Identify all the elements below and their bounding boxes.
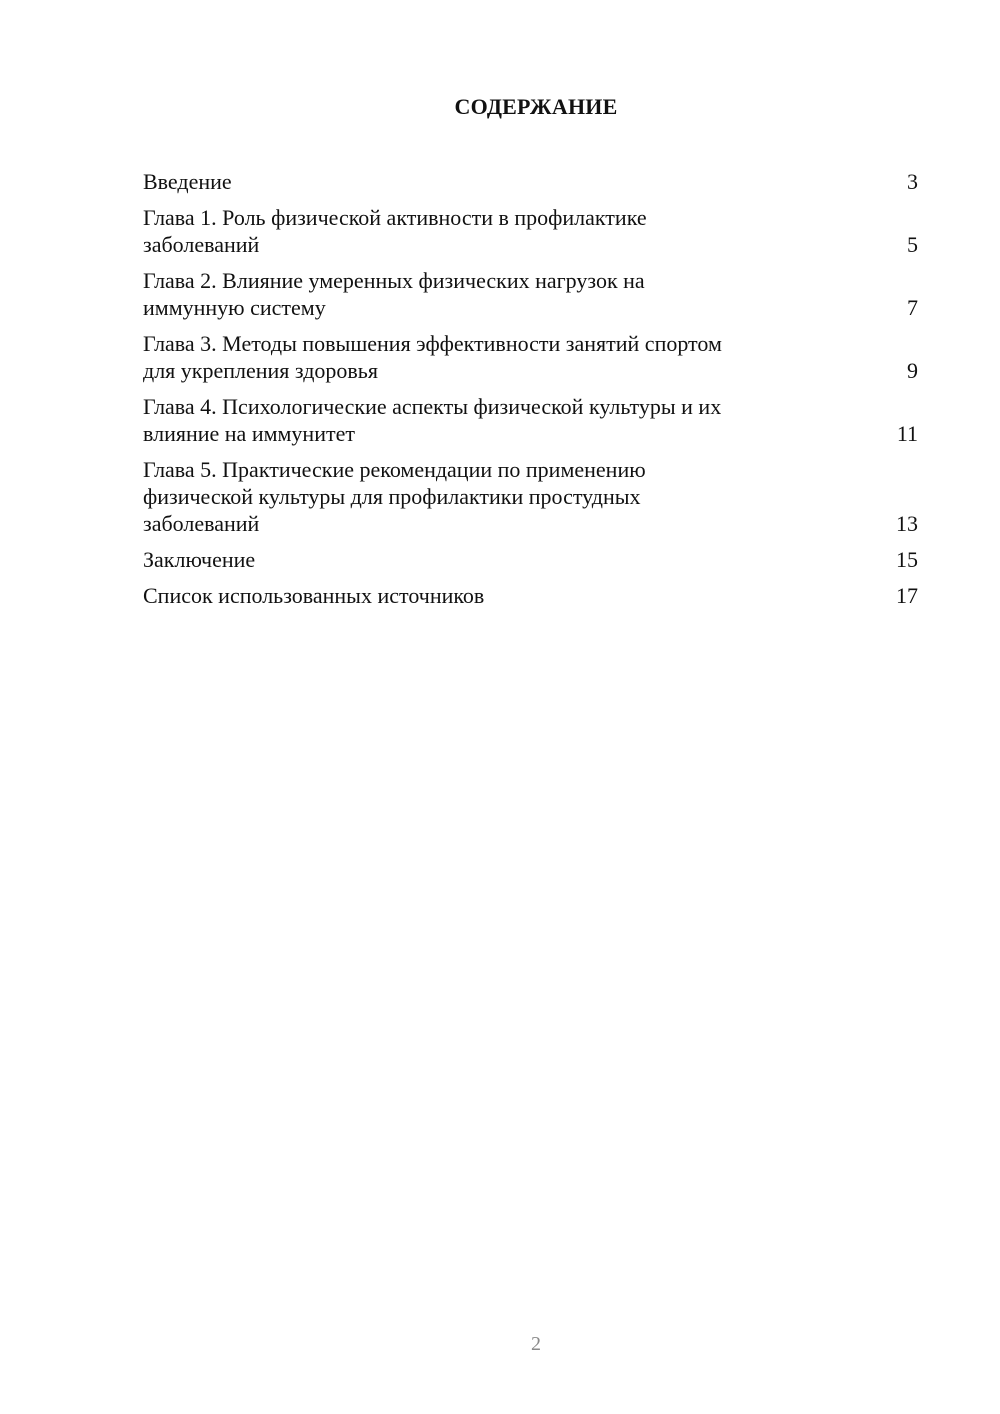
toc-entry-page: 17 xyxy=(896,583,918,608)
toc-entry-chapter-5 xyxy=(143,456,918,537)
toc-entry-text: Глава 5. Практические рекомендации по применению физической культуры для профилактики простудных заболеваний xyxy=(143,457,646,536)
toc-entry-text: Введение xyxy=(143,169,232,194)
toc-entry-conclusion xyxy=(143,546,918,573)
toc-entry-text: Список использованных источников xyxy=(143,583,485,608)
table-of-contents xyxy=(143,168,918,618)
toc-entry-text: Заключение xyxy=(143,547,256,572)
page-number: 2 xyxy=(531,1333,541,1355)
toc-entry-page: 11 xyxy=(896,421,918,446)
toc-entry-chapter-4 xyxy=(143,393,918,447)
toc-entry-introduction xyxy=(143,168,918,195)
toc-entry-page: 9 xyxy=(907,358,918,383)
toc-entry-text: Глава 2. Влияние умеренных физических нагрузок на иммунную систему xyxy=(143,268,645,320)
toc-entry-page: 7 xyxy=(907,295,918,320)
toc-entry-page: 13 xyxy=(896,511,918,536)
toc-entry-page: 15 xyxy=(896,547,918,572)
toc-entry-page: 5 xyxy=(907,232,918,257)
toc-entry-page: 3 xyxy=(907,169,918,194)
toc-entry-text: Глава 1. Роль физической активности в профилактике заболеваний xyxy=(143,205,647,257)
toc-entry-text: Глава 4. Психологические аспекты физической культуры и их влияние на иммунитет xyxy=(143,394,722,446)
page-title: СОДЕРЖАНИЕ xyxy=(454,94,618,119)
toc-entry-chapter-1 xyxy=(143,204,918,258)
toc-entry-text: Глава 3. Методы повышения эффективности занятий спортом для укрепления здоровья xyxy=(143,331,722,383)
toc-entry-chapter-3 xyxy=(143,330,918,384)
toc-entry-chapter-2 xyxy=(143,267,918,321)
toc-entry-references xyxy=(143,582,918,609)
